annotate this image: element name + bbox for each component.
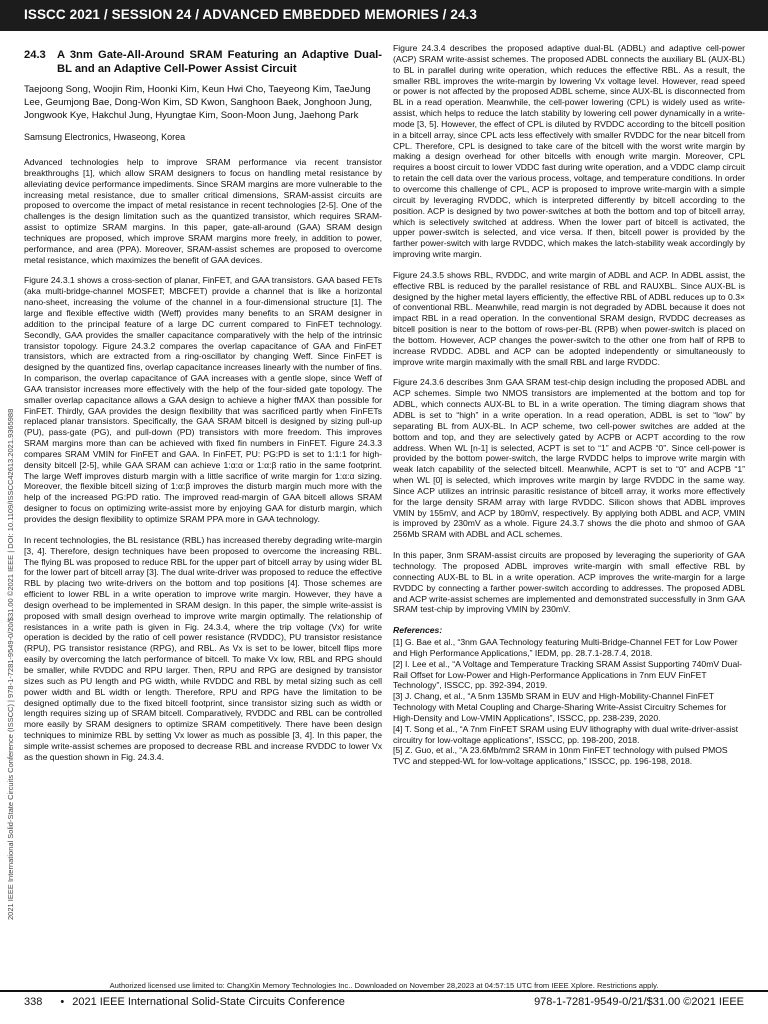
footer-divider (0, 990, 768, 992)
reference-item: [1] G. Bae et al., “3nm GAA Technology featuring Multi-Bridge-Channel FET for Low Power and High Performance Applications,” IEDM, pp. 28.7.1-28.7.4, 2018. (393, 637, 738, 658)
reference-item: [5] Z. Guo, et al., “A 23.6Mb/mm2 SRAM in 10nm FinFET technology with pulsed PMOS TVC and stepped-WL for low-voltage applications,” ISSCC, pp. 196-198, 2018. (393, 745, 728, 767)
left-paragraph: Advanced technologies help to improve SRAM performance via recent transistor breakthroughs [1], which allow SRAM designers to focus on handling metal resistance by alleviating device performance impediments. Since SRAM margins are more vulnerable to the increasing metal resistance, due to smaller critical dimensions, SRAM-assist circuits are proposed to overcome the impact of metal resistance in recent technologies [2-5]. One of the challenges is the design limitation such as the quantized transistor, which requires SRAM-assist to optimize SRAM margins. In this paper, gate-all-around (GAA) SRAM design techniques are proposed, which improve SRAM margins more freely, in addition to power, performance, and area (PPA). Moreover, SRAM-assist schemes are proposed to overcome metal resistance, which maximizes the benefit of GAA devices. (24, 157, 382, 265)
right-column (393, 43, 745, 767)
left-column (24, 43, 382, 773)
paper-title-block (24, 48, 382, 76)
license-notice: Authorized licensed use limited to: ChangXin Memory Technologies Inc.. Downloaded on November 28,2023 at 04:57:15 UTC from IEEE Xplore. Restrictions apply. (109, 981, 659, 990)
footer-bullet: • (60, 996, 65, 1008)
side-doi-note (5, 185, 15, 920)
reference-item: [2] I. Lee et al., “A Voltage and Temperature Tracking SRAM Assist Supporting 740mV Dual-Rail Offset for Low-Power and High-Performance Applications in 7nm EUV FinFET Technology”, ISSCC, pp. 392-394, 2019. (393, 658, 743, 691)
right-paragraph: In this paper, 3nm SRAM-assist circuits are proposed by leveraging the superiority of GAA technology. The proposed ADBL improves write-margin with small effective RBL by connecting AUX-BL to BL in a write operation. ACP improves the write-margin for a large RVDDC by connecting a farther power-switch according to addresses. The proposed ADBL and ACP write-assist schemes are implemented and demonstrated successfully in 3nm GAA SRAM test-chip by improving VMIN by 230mV. (393, 550, 745, 615)
footer-left (24, 996, 345, 1008)
left-paragraph: In recent technologies, the BL resistance (RBL) has increased thereby degrading write-margin [3, 4]. Therefore, design techniques have been proposed to overcome the increasing RBL. The flying BL was proposed to reduce RBL for the upper part of bitcell array by using wider BL for the lower part of bitcell array [3]. The dual write-driver was proposed to reduce the effective RBL by placing two write-drivers on the bottom and top positions [4]. Those schemes are efficient to lower RBL in a write operation to improve write margin. However, they have a design overhead to be implemented in SRAM design. In this paper, the simple write-assist is proposed with small design overhead to improve write margin optimally. The relationship of resistances in a write path is given in Fig. 24.3.4, where the trip voltage (Vx) for write operation is decided by the ratio of cell power resistance (RVDDC), PU transistor resistance (RPU), PG transistor resistance (RPG), and RBL. As Vx is set to be lower, bitcell flips more easily by overcoming the latch performance of bitcell. To make Vx low, RBL and RPG should be smaller, while RVDDC and RPU larger. Then, RPU and RPG are designed by transistor sizes such as PU length and PG width, while RVDDC and RBL by metal sizing such as cell power width and BL width or length. Therefore, RPU and RPG have the limitation to be designed optimally due to the fixed bitcell footprint, since transistor sizing such as width or length requires sizing up of SRAM bitcell. Comparatively, RVDDC and RBL can be controlled more easily by SRAM designers to optimize SRAM competitively. There have been design techniques to minimize RBL by setting Vx lower as much as possible [3, 4]. In this paper, the simple write-assist schemes are proposed to decrease RBL and increase RVDDC to lower Vx as the question shown in Fig. 24.3.4. (24, 534, 382, 762)
paper-affiliation: Samsung Electronics, Hwaseong, Korea (24, 132, 186, 142)
right-paragraph: Figure 24.3.5 shows RBL, RVDDC, and write margin of ADBL and ACP. In ADBL assist, the effective RBL is reduced by the parallel resistance of RBL and RAUXBL. Since AUX-BL is designed by the higher metal layers efficiently, the effective RBL of ADBL reduces up to 0.3× of conventional RBL. Meanwhile, read margin is not degraded by ADBL because it does not impact RBL in a read operation. In the conventional SRAM design, RVDDC decreases as bitcell position is near to the bottom of rows-per-BL (RPB) when power-switch is placed on the bottom. However, ACP changes the power-switch to the other one from half of RPB to increase RVDDC. ADBL and ACP can be adopted independently or simultaneously to improve write margin maximally with the small RBL and large RVDDC. (393, 269, 745, 367)
right-paragraph: Figure 24.3.4 describes the proposed adaptive dual-BL (ADBL) and adaptive cell-power (ACP) SRAM write-assist schemes. The proposed ADBL connects the auxiliary BL (AUX-BL) to BL in parallel during write operation, which reduces the effective RBL. As a result, the smaller RBL improves the write-margin by lowering Vx voltage level. However, read speed or power is not affected by the proposed ADBL scheme, since AUX-BL is disconnected from BL in a read operation. Meanwhile, the cell-power lowering (CPL) is widely used as write-assist, which helps to reduce the latch stability by lowering cell power dynamically in a write-mode [3, 5]. However, the effect of CPL is diluted by RVDDC according to the bitcell position in a bitcell array, since CPL acts less effectively with smaller RVDDC for the near bitcell from CPL. Therefore, CPL is designed to take care of the bitcell with the worst write margin by making a design overhead for other bitcells with enough write margin. Moreover, CPL requires a boost circuit to lower VDDC fast during write operation, and a VDDC clamp circuit to retain the cell data over the various process, voltage, and temperature conditions. In order to overcome this challenge of CPL, ACP is proposed to improve write-margin with a simple circuit by leveraging RVDDC, which is interpreted differently by bitcell according to the position. ACP is designed by two power-switches at both the bottom and top of bitcell array, which is selectively switched at address. When the lower part of bitcell is activated, the upper power-switch is selected, and vice versa. If then, bitcell power is provided by the farther power-switch with large RVDDC, which makes the latch-stability weak accordingly by improving write margin. (393, 43, 745, 260)
right-paragraph: Figure 24.3.6 describes 3nm GAA SRAM test-chip design including the proposed ADBL and ACP schemes. Simple two NMOS transistors are implemented at the bottom and top for ADBL, which connects AUX-BL to BL in a write operation. The timing diagram shows that ADBL is set to “high” in a write operation. In a read operation, ADBL is set to “low” by separating BL from AUX-BL. In ACP scheme, two cell-power switches are added at the bottom and top, and they are selectively gated by ACPB or ACPT according to the row address. When WL [n-1] is selected, ACPT is set to “1” and ACPB “0”. Since cell-power is provided by the bottom power-switch, the large RVDDC helps to improve write margin with weak latch capability of the selected bitcell. Meanwhile, ACPT is set to “0” and ACPB “1” when WL [0] is selected, which improves write margin by large RVDDC in the same way. Since ACP utilizes an intrinsic parasitic resistance of bitcell array, it works more effectively for the large density SRAM array with large RVDDC. Silicon shows that ADBL improves VMIN by 155mV, and ACP by 180mV, respectively. By applying both ADBL and ACP, VMIN is improved by 230mV as a whole. Figure 24.3.7 shows the die photo and shmoo of GAA 256Mb SRAM with ADBL and ACL schemes. (393, 377, 745, 540)
paper-authors: Taejoong Song, Woojin Rim, Hoonki Kim, Keun Hwi Cho, Taeyeong Kim, TaeJung Lee, Geumjong Bae, Dong-Won Kim, SD Kwon, Sanghoon Baek, Jonghoon Jung, Jongwook Kye, Hakchul Jung, Hyungtae Kim, Soon-Moon Jung, Jaehong Park (24, 84, 373, 121)
page-number: 338 (24, 996, 43, 1008)
paper-title: A 3nm Gate-All-Around SRAM Featuring an Adaptive Dual-BL and an Adaptive Cell-Power Assist Circuit (57, 49, 382, 75)
reference-item: [4] T. Song et al., “A 7nm FinFET SRAM using EUV lithography with dual write-driver-assist circuitry for low-voltage applications”, ISSCC, pp. 198-200, 2018. (393, 723, 738, 745)
references-heading: References: (393, 625, 443, 636)
left-paragraph: Figure 24.3.1 shows a cross-section of planar, FinFET, and GAA transistors. GAA based FETs (aka multi-bridge-channel MOSFET; MBCFET) provide a channel that is like a horizontal nano-sheet, increasing the volume of the channel in a four-dimensional structure [1]. The large and flexible effective width (Weff) provides many benefits to an SRAM designer in addition to the principal feature of a large DC current compared to FinFET technology. Secondly, GAA provides the smaller capacitance comparatively with the help of the intrinsic transistor topology. Figure 24.3.2 compares the overlap capacitance of GAA and FinFET transistors, which are extracted from a ring-oscillator by changing Weff. Since FinFET is designed by the quantized fins, overlap capacitance increases linearly with the number of fins. In comparison, the overlap capacitance of GAA increases with a gentle slope, since Weff of GAA transistor increases more effectively with the help of the four-sided gate topology. The smaller overlap capacitance allows a GAA design to achieve a higher fMAX than possible for FinFET. Thirdly, GAA provides the design flexibility that was sacrificed partly when FinFETs replaced planar transistors. Specifically, the GAA SRAM bitcell is designed by sizing pull-up (PU), pass-gate (PG), and pull-down (PD) transistors with more freedom. This improves SRAM margins more than can be achieved with fixed fin numbers in FinFET. Figure 24.3.3 compares SRAM VMIN for FinFET and GAA. In FinFET, PU: PG:PD is set to 1:1:1 for high-density bitcell [2-5], while GAA SRAM can achieve 1:α:α or 1:α:β ratio in the same footprint. The large Weff improves disturb margin with a little sacrifice of write margin for 1:α:α sizing. Moreover, the flexible bitcell sizing of 1:α:β improves the disturb margin much more with the help of the increased PG:PD ratio. The improved read-margin of GAA bitcell allows SRAM designer to focus on optimizing write-assist more by enjoying GAA for disturb margin, which provides the design flexibility to optimize SRAM PPA more in GAA technology. (24, 275, 382, 524)
footer-conference: 2021 IEEE International Solid-State Circuits Conference (72, 996, 345, 1008)
page-header (0, 0, 768, 31)
side-doi-text: 2021 IEEE International Solid-State Circuits Conference (ISSCC) | 978-1-7281-9549-0/20/$31.00 ©2021 IEEE | DOI: 10.1109/ISSCC42613.2021.9365988 (6, 408, 15, 920)
footer-isbn: 978-1-7281-9549-0/21/$31.00 ©2021 IEEE (534, 996, 744, 1008)
reference-item: [3] J. Chang, et al., “A 5nm 135Mb SRAM in EUV and High-Mobility-Channel FinFET Technology with Metal Coupling and Charge-Sharing Write-Assist Circuitry Schemes for High-Density and Low-VMIN Applications”, ISSCC, pp. 238-239, 2020. (393, 691, 727, 723)
paper-number: 24.3 (24, 49, 46, 61)
header-title: ISSCC 2021 / SESSION 24 / ADVANCED EMBEDDED MEMORIES / 24.3 (24, 7, 478, 22)
